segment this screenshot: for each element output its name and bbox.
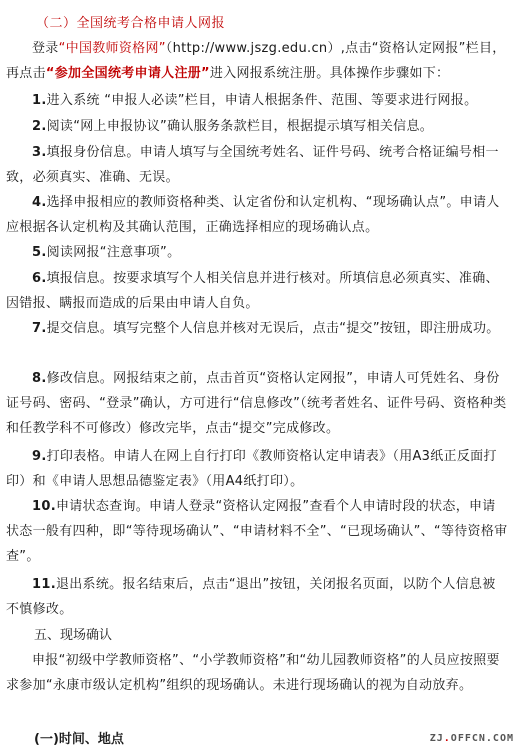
step-1 <box>6 88 508 113</box>
site-watermark: ZJ.OFFCN.COM <box>429 733 514 744</box>
step-number: 10. <box>32 499 56 514</box>
step-10 <box>6 494 508 569</box>
step-8 <box>6 366 508 441</box>
intro-text-1: 登录 <box>32 41 59 56</box>
step-number: 4. <box>32 195 47 210</box>
register-link[interactable]: “参加全国统考申请人注册” <box>45 66 210 81</box>
step-3 <box>6 140 508 190</box>
step-9 <box>6 444 508 494</box>
step-text: 进入系统 “申报人必读”栏目，申请人根据条件、范围、等要求进行网报。 <box>46 93 478 108</box>
section-5-paragraph: 申报“初级中学教师资格”、“小学教师资格”和“幼儿园教师资格”的人员应按照要求参加“永康市级认定机构”组织的现场确认。未进行现场确认的视为自动放弃。 <box>6 653 500 693</box>
step-5 <box>6 240 508 265</box>
step-number: 8. <box>32 371 47 386</box>
step-text: 填报身份信息。申请人填写与全国统考姓名、证件号码、统考合格证编号相一致，必须真实、准确、无误。 <box>6 145 499 185</box>
step-text: 阅读“网上申报协议”确认服务条款栏目，根据提示填写相关信息。 <box>46 119 434 134</box>
step-number: 2. <box>32 119 47 134</box>
step-number: 3. <box>32 145 47 160</box>
intro-text-2: （http://www.jszg.edu.cn）,点击“资格认定网报”栏目，再点击 <box>6 41 506 81</box>
step-text: 修改信息。网报结束之前，点击首页“资格认定网报”，申请人可凭姓名、身份证号码、密码、“登录”确认，方可进行“信息修改”（统考者姓名、证件号码、资格种类和任教学科不可修改）修改完毕，点击“提交”完成修改。 <box>6 371 507 436</box>
step-number: 11. <box>32 577 56 592</box>
step-number: 9. <box>32 449 47 464</box>
section-heading: （二）全国统考合格申请人网报 <box>36 16 226 31</box>
step-text: 打印表格。申请人在网上自行打印《教师资格认定申请表》（用A3纸正反面打印）和《申请人思想品德鉴定表》（用A4纸打印）。 <box>6 449 497 489</box>
subsection-heading: (一)时间、地点 <box>34 732 124 747</box>
step-number: 5. <box>32 245 47 260</box>
step-text: 填报信息。按要求填写个人相关信息并进行核对。所填信息必须真实、准确、因错报、瞒报而造成的后果由申请人自负。 <box>6 271 499 311</box>
step-number: 1. <box>32 93 47 108</box>
step-text: 提交信息。填写完整个人信息并核对无误后，点击“提交”按钮，即注册成功。 <box>46 321 500 336</box>
step-2 <box>6 114 508 139</box>
step-number: 7. <box>32 321 47 336</box>
step-4 <box>6 190 508 240</box>
step-number: 6. <box>32 271 47 286</box>
site-name-link[interactable]: “中国教师资格网” <box>58 41 166 56</box>
step-6 <box>6 266 508 316</box>
step-text: 退出系统。报名结束后，点击“退出”按钮，关闭报名页面，以防个人信息被不慎修改。 <box>6 577 496 617</box>
step-text: 选择申报相应的教师资格种类、认定省份和认定机构、“现场确认点”。申请人应根据各认定机构及其确认范围，正确选择相应的现场确认点。 <box>6 195 500 235</box>
intro-text-3: 进入网报系统注册。具体操作步骤如下： <box>209 66 450 81</box>
step-11 <box>6 572 508 622</box>
step-text: 阅读网报“注意事项”。 <box>46 245 181 260</box>
step-text: 申请状态查询。申请人登录“资格认定网报”查看个人申请时段的状态，申请状态一般有四种，即“等待现场确认”、“申请材料不全”、“已现场确认”、“等待资格审查”。 <box>6 499 508 564</box>
step-7 <box>6 316 508 341</box>
section-5-heading: 五、现场确认 <box>34 628 113 643</box>
intro-paragraph <box>6 36 508 86</box>
